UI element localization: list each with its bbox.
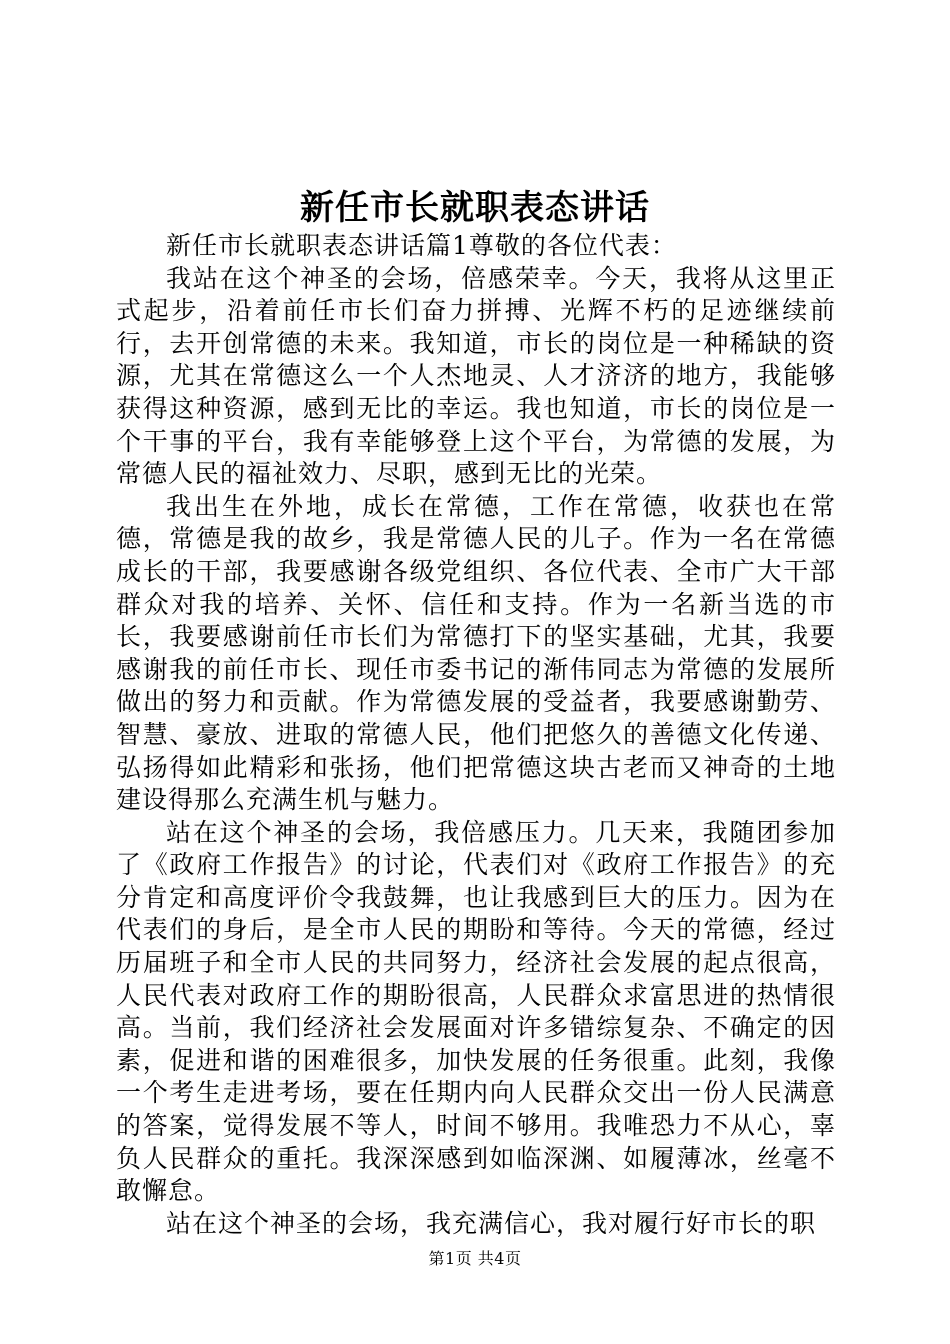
paragraph-5: 站在这个神圣的会场，我充满信心，我对履行好市长的职 (166, 1208, 817, 1238)
paragraph-1: 新任市长就职表态讲话篇1尊敬的各位代表： (166, 231, 677, 260)
paragraph-3: 我出生在外地，成长在常德，工作在常德，收获也在常德，常德是我的故乡，我是常德人民的儿子。作为一名在常德成长的干部，我要感谢各级党组织、各位代表、全市广大干部群众对我的培养、关怀、信任和支持。作为一名新当选的市长，我要感谢前任市长们为常德打下的坚实基础，尤其，我要感谢我的前任市长、现任市委书记的渐伟同志为常德的发展所做出的努力和贡献。作为常德发展的受益者，我要感谢勤劳、智慧、豪放、进取的常德人民，他们把悠久的善德文化传递、弘扬得如此精彩和张扬，他们把常德这块古老而又神奇的土地建设得那么充满生机与魅力。 (116, 491, 836, 815)
page-number: 第1页 共4页 (428, 1249, 522, 1268)
document-title: 新任市长就职表态讲话 (300, 188, 650, 228)
paragraph-4: 站在这个神圣的会场，我倍感压力。几天来，我随团参加了《政府工作报告》的讨论，代表们对《政府工作报告》的充分肯定和高度评价令我鼓舞，也让我感到巨大的压力。因为在代表们的身后，是全市人民的期盼和等待。今天的常德，经过历届班子和全市人民的共同努力，经济社会发展的起点很高，人民代表对政府工作的期盼很高，人民群众求富思进的热情很高。当前，我们经济社会发展面对许多错综复杂、不确定的因素，促进和谐的困难很多，加快发展的任务很重。此刻，我像一个考生走进考场，要在任期内向人民群众交出一份人民满意的答案，觉得发展不等人，时间不够用。我唯恐力不从心，辜负人民群众的重托。我深深感到如临深渊、如履薄冰，丝毫不敢懈怠。 (116, 817, 836, 1206)
document-body (116, 230, 836, 1240)
paragraph-2: 我站在这个神圣的会场，倍感荣幸。今天，我将从这里正式起步，沿着前任市长们奋力拼搏、光辉不朽的足迹继续前行，去开创常德的未来。我知道，市长的岗位是一种稀缺的资源，尤其在常德这么一个人杰地灵、人才济济的地方，我能够获得这种资源，感到无比的幸运。我也知道，市长的岗位是一个干事的平台，我有幸能够登上这个平台，为常德的发展，为常德人民的福祉效力、尽职，感到无比的光荣。 (116, 263, 836, 489)
